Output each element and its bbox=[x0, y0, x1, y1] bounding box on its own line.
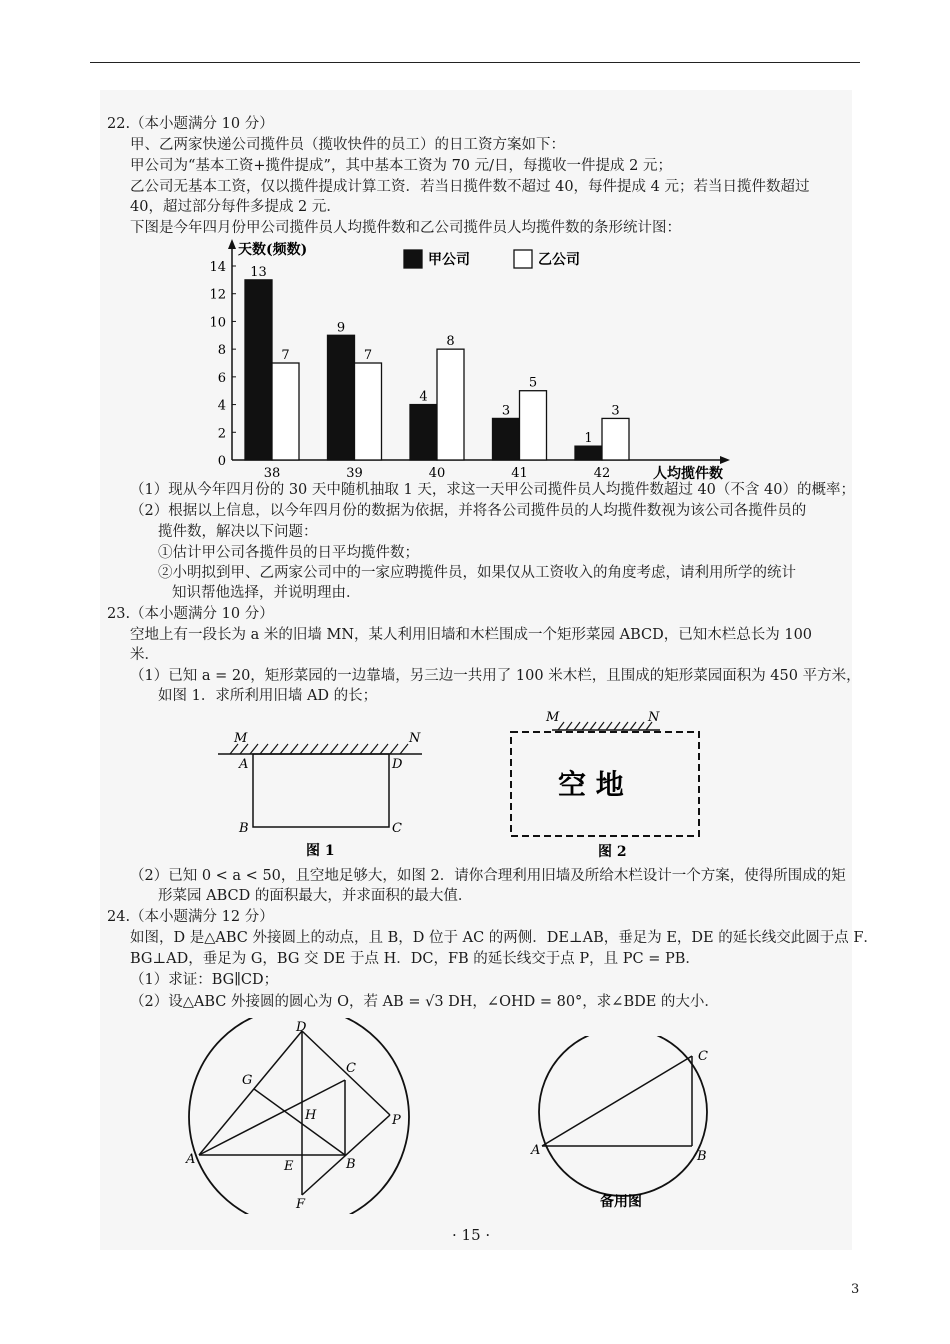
label-G: G bbox=[242, 1073, 253, 1088]
q23-part1-line1: （1）已知 a = 20，矩形菜园的一边靠墙，另三边一共用了 100 米木栏，且围成的矩形菜园面积为 450 平方米， bbox=[130, 668, 861, 684]
bar-value-label: 5 bbox=[528, 375, 538, 391]
label-B: B bbox=[697, 1149, 707, 1164]
bar-value-label: 3 bbox=[501, 403, 511, 419]
label-D: D bbox=[296, 1020, 307, 1035]
label-N: N bbox=[648, 710, 660, 725]
q22-part2-line2: 揽件数，解决以下问题： bbox=[158, 524, 318, 540]
q22-part1: （1）现从今年四月份的 30 天中随机抽取 1 天，求这一天甲公司揽件员人均揽件数超过 40（不含 40）的概率； bbox=[130, 482, 855, 498]
bar-value-label: 7 bbox=[281, 348, 290, 363]
label-B: B bbox=[239, 821, 249, 836]
bar bbox=[245, 280, 272, 460]
bar bbox=[355, 363, 382, 460]
legend-label: 甲公司 bbox=[428, 252, 470, 268]
fig1-caption: 图 1 bbox=[306, 843, 335, 859]
bar-value-label: 8 bbox=[446, 334, 455, 350]
q23-part1-line2: 如图 1．求所利用旧墙 AD 的长； bbox=[158, 688, 378, 704]
label-N: N bbox=[409, 731, 421, 746]
q23-line2: 米． bbox=[130, 647, 159, 663]
bar-value-label: 1 bbox=[584, 431, 593, 447]
q24-line1: 如图，D 是△ABC 外接圆上的动点，且 B，D 位于 AC 的两侧．DE⊥AB，垂足为 E，DE 的延长线交此圆于点 F． bbox=[130, 930, 878, 946]
y-axis-title: 天数(频数) bbox=[238, 242, 308, 258]
q24-spare-figure bbox=[528, 1036, 728, 1220]
y-tick-label: 10 bbox=[209, 315, 226, 331]
x-tick-label: 40 bbox=[428, 466, 446, 481]
q22-line3: 乙公司无基本工资，仅以揽件提成计算工资．若当日揽件数不超过 40，每件提成 4 元；若当日揽件数超过 bbox=[130, 179, 810, 195]
open-ground-label: 空 地 bbox=[558, 768, 624, 801]
bar bbox=[410, 405, 437, 460]
label-A: A bbox=[239, 757, 249, 772]
fig2-caption: 图 2 bbox=[598, 844, 627, 860]
q23-figure1 bbox=[212, 724, 432, 869]
label-M: M bbox=[546, 710, 560, 725]
q24-part1: （1）求证：BG∥CD； bbox=[130, 972, 279, 988]
bar bbox=[272, 363, 299, 460]
y-tick-label: 8 bbox=[217, 343, 226, 359]
label-C: C bbox=[698, 1049, 708, 1064]
label-M: M bbox=[234, 731, 248, 746]
label-F: F bbox=[296, 1197, 306, 1212]
y-tick-label: 4 bbox=[217, 398, 226, 414]
q24-heading: 24.（本小题满分 12 分） bbox=[107, 909, 274, 925]
y-tick-label: 0 bbox=[217, 454, 226, 469]
legend-swatch bbox=[404, 250, 422, 268]
q23-heading: 23.（本小题满分 10 分） bbox=[107, 606, 274, 622]
q22-part2-line1: （2）根据以上信息，以今年四月份的数据为依据，并将各公司揽件员的人均揽件数视为该公司各揽件员的 bbox=[130, 503, 807, 519]
bar-chart bbox=[200, 238, 760, 484]
q22-part2-sub1: ①估计甲公司各揽件员的日平均揽件数； bbox=[158, 545, 419, 561]
y-tick-label: 14 bbox=[209, 260, 226, 275]
q23-line1: 空地上有一段长为 a 米的旧墙 MN，某人利用旧墙和木栏围成一个矩形菜园 ABCD，已知木栏总长为 100 bbox=[130, 627, 813, 643]
q23-part2-line1: （2）已知 0 < a < 50，且空地足够大，如图 2．请你合理利用旧墙及所给木栏设计一个方案，使得所围成的矩 bbox=[130, 868, 846, 884]
q22-line2: 甲公司为“基本工资+揽件提成”，其中基本工资为 70 元/日，每揽收一件提成 2 元； bbox=[130, 158, 672, 174]
legend-label: 乙公司 bbox=[538, 252, 580, 268]
x-axis-title: 人均揽件数 bbox=[653, 466, 723, 482]
q23-part2-line2: 形菜园 ABCD 的面积最大，并求面积的最大值． bbox=[158, 888, 473, 904]
q22-line5: 下图是今年四月份甲公司揽件员人均揽件数和乙公司揽件员人均揽件数的条形统计图： bbox=[130, 220, 681, 236]
y-tick-label: 2 bbox=[217, 426, 226, 442]
label-B: B bbox=[346, 1157, 356, 1172]
bar-value-label: 4 bbox=[419, 389, 428, 405]
x-tick-label: 41 bbox=[511, 466, 528, 481]
footer-page-number: 3 bbox=[851, 1282, 860, 1297]
label-C: C bbox=[346, 1061, 356, 1076]
label-C: C bbox=[392, 821, 402, 836]
bar bbox=[520, 391, 547, 460]
label-P: P bbox=[392, 1113, 401, 1128]
x-axis-arrow bbox=[720, 456, 730, 464]
q24-line2: BG⊥AD，垂足为 G，BG 交 DE 于点 H．DC，FB 的延长线交于点 P，且 PC = PB． bbox=[130, 951, 700, 967]
q24-figure bbox=[180, 1018, 420, 1214]
q23-figure2 bbox=[500, 710, 710, 870]
label-A: A bbox=[531, 1143, 541, 1158]
x-tick-label: 38 bbox=[263, 466, 281, 481]
y-tick-label: 12 bbox=[209, 287, 226, 303]
bar bbox=[493, 418, 520, 460]
q24-part2: （2）设△ABC 外接圆的圆心为 O，若 AB = √3 DH，∠OHD = 80°，求∠BDE 的大小． bbox=[130, 994, 719, 1010]
x-tick-label: 42 bbox=[593, 466, 611, 481]
bar-value-label: 13 bbox=[250, 264, 267, 280]
y-tick-label: 6 bbox=[217, 370, 226, 386]
q22-heading: 22.（本小题满分 10 分） bbox=[107, 116, 274, 132]
top-rule bbox=[90, 62, 860, 63]
bar-value-label: 9 bbox=[336, 320, 346, 336]
label-H: H bbox=[305, 1108, 317, 1123]
q22-line1: 甲、乙两家快递公司揽件员（揽收快件的员工）的日工资方案如下： bbox=[130, 137, 565, 153]
y-axis-arrow bbox=[228, 239, 236, 249]
bar-value-label: 7 bbox=[363, 348, 373, 363]
label-A: A bbox=[186, 1152, 196, 1167]
q22-part2-sub2: ②小明拟到甲、乙两家公司中的一家应聘揽件员，如果仅从工资收入的角度考虑，请利用所学的统计 bbox=[158, 565, 796, 581]
label-E: E bbox=[284, 1159, 294, 1174]
bar bbox=[328, 335, 355, 460]
x-tick-label: 39 bbox=[346, 466, 363, 481]
bar bbox=[575, 446, 602, 460]
bar-value-label: 3 bbox=[611, 403, 620, 419]
legend-swatch bbox=[514, 250, 532, 268]
label-D: D bbox=[392, 757, 403, 772]
spare-caption: 备用图 bbox=[600, 1194, 642, 1210]
page-number: · 15 · bbox=[452, 1226, 491, 1244]
bar bbox=[602, 418, 629, 460]
q22-part2-sub2-cont: 知识帮他选择，并说明理由． bbox=[172, 585, 361, 601]
q22-line4: 40，超过部分每件多提成 2 元． bbox=[130, 199, 341, 215]
bar bbox=[437, 349, 464, 460]
